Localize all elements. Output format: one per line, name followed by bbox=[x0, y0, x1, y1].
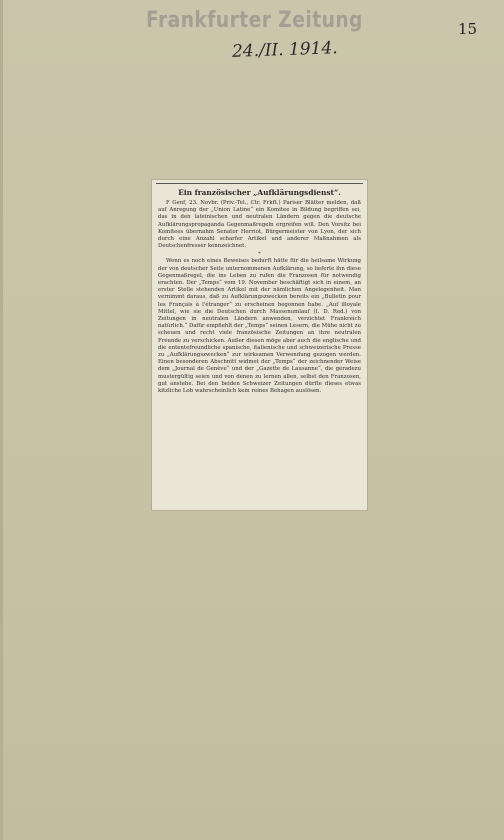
clipping-paragraph-2: Wenn es noch eines Beweises bedurft hätte für die heilsame Wirkung der von deutscher Seite unternommenen Aufklärung, so lieferte ihn diese Gegenmaßregel, die ins Leben zu rufen die Franzosen für notwendig erachten. Der „Temps“ vom 19. November beschäftigt sich in einem, an erster Stelle stehenden Artikel mit der nämlichen Angelegenheit. Man vernimmt daraus, daß zu Aufklärungszwecken bereits ein „Bulletin pour les Français à l'étranger“ zu erscheinen begonnen habe. „Auf illoyale Mittel, wie sie die Deutschen durch Massenumlauf (I. D. Red.) von Zeitungen in neutralen Ländern anwenden, verzichtet Frankreich natürlich.“ Dafür empfiehlt der „Temps“ seinen Lesern, die Mühe nicht zu scheuen und recht viele französische Zeitungen an ihre neutralen Freunde zu verschicken. Außer diesen möge aber auch die englische und die ententefreundliche spanische, italienische und schweizerische Presse zu „Aufklärungszwecken“ zur wirksamen Verwendung gezogen werden. Einen besonderen Abschnitt widmet der „Temps“ der zeichnender Weise dem „Journal de Genève“ und der „Gazette de Lausanne“, die geradezu mustergültig seien und von denen zu lernen allen, selbst den Franzosen, gut anstehe. Bei den beiden Schweizer Zeitungen dürfte dieses etwas kitzliche Lob wahrscheinlich kein reines Behagen auslösen. bbox=[158, 258, 361, 395]
newspaper-clipping bbox=[152, 180, 367, 510]
sheet-edge bbox=[0, 0, 3, 840]
clipping-divider: * bbox=[258, 251, 261, 258]
clipping-paragraph-1: F Genf, 23. Novbr. (Priv.-Tel., Ctr. Frkft.) Pariser Blätter melden, daß auf Anregung der „Union Latine“ ein Komitee in Bildung begriffen sei, das in den lateinischen und neutralen Ländern gegen die deutsche Aufklärungspropaganda Gegenmaßregeln ergreifen will. Den Vorsitz bei Komitees übernahm Senator Herriot, Bürgermeister von Lyon, der sich durch eine Anzahl scharfer Artikel und anderer Maßnahmen als Deutschenfresser kennzeichnet. bbox=[158, 200, 361, 250]
clipping-headline: Ein französischer „Aufklärungsdienst“. bbox=[178, 188, 341, 197]
handwritten-date: 24./II. 1914. bbox=[231, 38, 338, 62]
page-number: 15 bbox=[458, 20, 478, 38]
newspaper-stamp: Frankfurter Zeitung bbox=[146, 8, 363, 33]
clipping-top-rule bbox=[156, 183, 363, 184]
